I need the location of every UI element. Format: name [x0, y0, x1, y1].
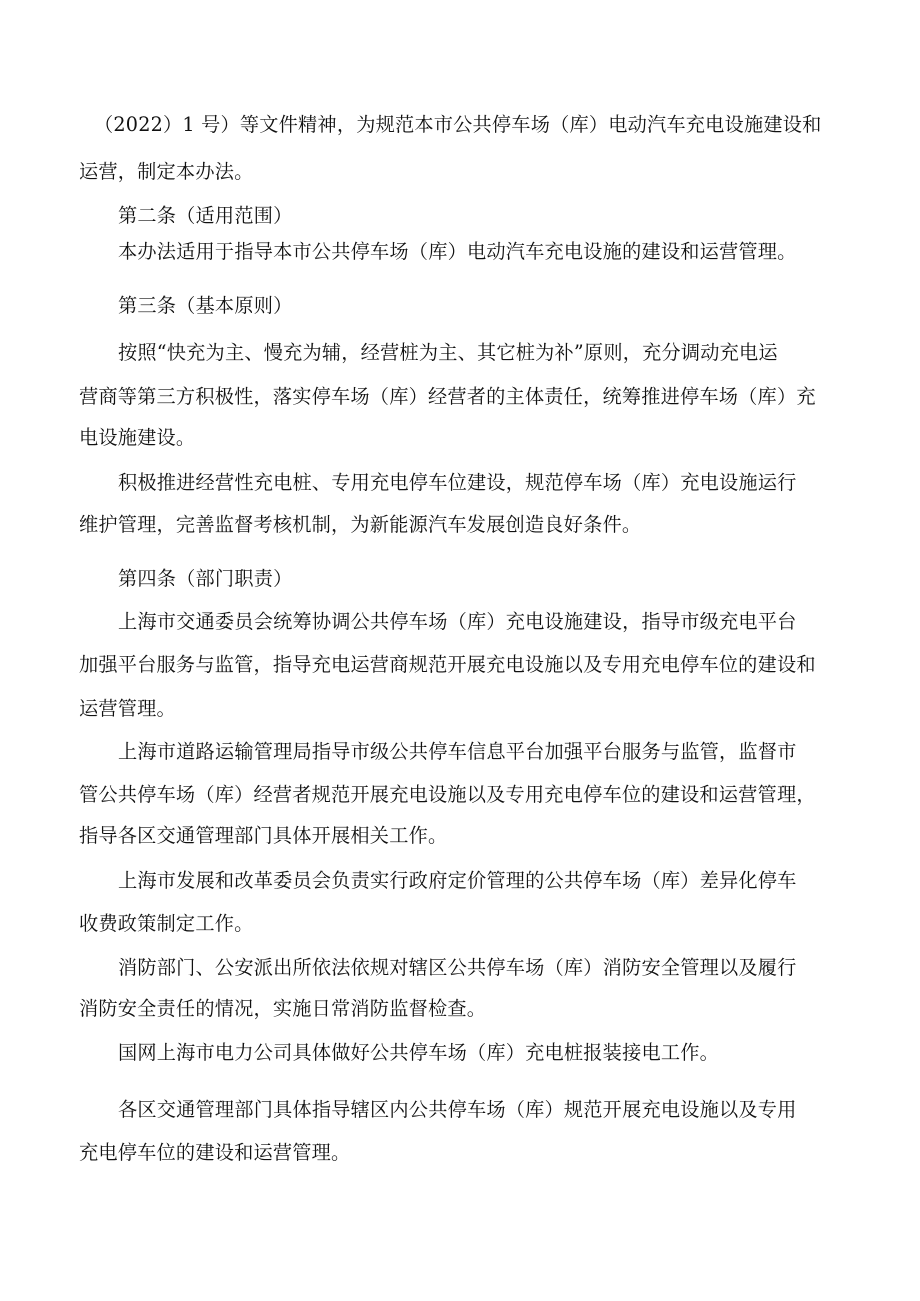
- text-line: 上海市交通委员会统筹协调公共停车场（库）充电设施建设，指导市级充电平台: [118, 610, 797, 633]
- text-line: 营商等第三方积极性，落实停车场（库）经营者的主体责任，统筹推进停车场（库）充: [79, 385, 816, 408]
- text-line: 各区交通管理部门具体指导辖区内公共停车场（库）规范开展充电设施以及专用: [118, 1098, 797, 1121]
- text-line: 上海市发展和改革委员会负责实行政府定价管理的公共停车场（库）差异化停车: [118, 869, 797, 892]
- text-line: 按照“快充为主、慢充为辅，经营桩为主、其它桩为补”原则，充分调动充电运: [118, 341, 778, 364]
- text-line: 管公共停车场（库）经营者规范开展充电设施以及专用充电停车位的建设和运营管理，: [79, 783, 816, 806]
- text-line: 本办法适用于指导本市公共停车场（库）电动汽车充电设施的建设和运营管理。: [118, 240, 797, 263]
- text-line: 充电停车位的建设和运营管理。: [79, 1141, 351, 1164]
- text-line: （2022）1 号）等文件精神，为规范本市公共停车场（库）电动汽车充电设施建设和: [94, 113, 822, 136]
- text-line: 运营管理。: [79, 697, 176, 720]
- text-line: 运营，制定本办法。: [79, 160, 254, 183]
- text-line: 上海市道路运输管理局指导市级公共停车信息平台加强平台服务与监管，监督市: [118, 740, 797, 763]
- article-heading: 第二条（适用范围）: [118, 204, 293, 227]
- text-line: 国网上海市电力公司具体做好公共停车场（库）充电桩报装接电工作。: [118, 1041, 720, 1064]
- text-line: 维护管理，完善监督考核机制，为新能源汽车发展创造良好条件。: [79, 513, 642, 536]
- article-heading: 第三条（基本原则）: [118, 294, 293, 317]
- text-line: 指导各区交通管理部门具体开展相关工作。: [79, 824, 448, 847]
- text-line: 积极推进经营性充电桩、专用充电停车位建设，规范停车场（库）充电设施运行: [118, 471, 797, 494]
- text-line: 加强平台服务与监管，指导充电运营商规范开展充电设施以及专用充电停车位的建设和: [79, 653, 816, 676]
- text-line: 收费政策制定工作。: [79, 912, 254, 935]
- article-heading: 第四条（部门职责）: [118, 567, 293, 590]
- text-line: 消防安全责任的情况，实施日常消防监督检查。: [79, 997, 487, 1020]
- text-line: 消防部门、公安派出所依法依规对辖区公共停车场（库）消防安全管理以及履行: [118, 956, 797, 979]
- text-line: 电设施建设。: [79, 426, 196, 449]
